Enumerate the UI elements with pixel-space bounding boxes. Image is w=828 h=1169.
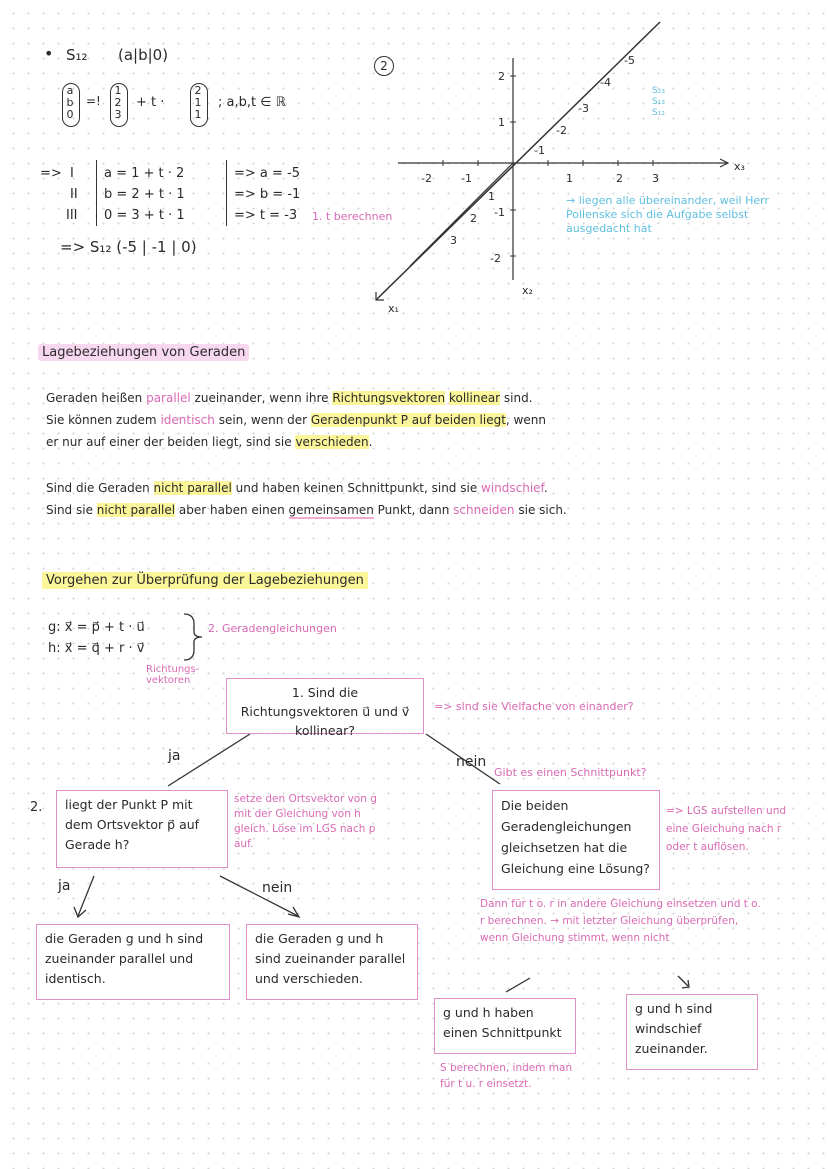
line-tick-label: -3 [578, 102, 589, 115]
diagram-note: → liegen alle übereinander, weil Herr Pollenske sich die Aufgabe selbst ausgedacht hat [566, 194, 769, 235]
row-result: => b = -1 [234, 187, 301, 202]
ja-label: ja [58, 878, 71, 894]
row-result: => a = -5 [234, 166, 301, 181]
legend-item: S₁₃ [652, 97, 665, 107]
lage-line-1: Geraden heißen parallel zueinander, wenn ihre Richtungsvektoren kollinear sind. [46, 391, 533, 405]
tick-x3: 2 [616, 172, 623, 185]
axis-x2-label: x₂ [522, 284, 533, 297]
question-kollinear-note: => sind sie Vielfache von einander? [434, 700, 634, 713]
tick-x3: 3 [652, 172, 659, 185]
vec-a-2: 0 [66, 108, 74, 121]
row-eq: b = 2 + t · 1 [104, 187, 185, 202]
row-eq: a = 1 + t · 2 [104, 166, 185, 181]
vorgehen-heading: Vorgehen zur Überprüfung der Lagebeziehungen [42, 572, 368, 589]
question-schnitt-below: Dann für t o. r in andere Gleichung einsetzen und t o. r berechnen. → mit letzter Gleichung überprüfen, wenn Gleichung stimmt, wenn nicht [480, 898, 761, 944]
question-schnitt-side: => LGS aufstellen und eine Gleichung nach r oder t auflösen. [666, 805, 787, 853]
result-windschief: g und h sind windschief zueinander. [626, 994, 758, 1070]
g-equation: g: x⃗ = p⃗ + t · u⃗ [48, 620, 145, 635]
domain: ; a,b,t ∈ ℝ [218, 95, 286, 110]
point-label: S₁₂ [66, 46, 88, 64]
question-schnitt-note: Gibt es einen Schnittpunkt? [494, 766, 647, 779]
calc-note: 1. t berechnen [312, 210, 393, 223]
line-tick-label: -5 [624, 54, 635, 67]
question-punkt-note: setze den Ortsvektor von g mit der Gleichung von h gleich. Löse im LGS nach p auf. [234, 793, 377, 850]
result-verschieden: die Geraden g und h sind zueinander parallel und verschieden. [246, 924, 418, 1000]
bullet: • [44, 44, 54, 63]
line-tick-label: -4 [600, 76, 611, 89]
vec-p-1: 2 [114, 96, 122, 109]
step-number: 2. [30, 800, 43, 815]
tick-x3: -2 [421, 172, 432, 185]
tick-x3: -1 [461, 172, 472, 185]
row-num: III [66, 208, 78, 223]
vec-d-1: 1 [194, 96, 202, 109]
question-punkt: liegt der Punkt P mit dem Ortsvektor p⃗ auf Gerade h? [56, 790, 228, 868]
legend-item: S₁₂ [652, 108, 665, 118]
lage-line-5: Sind sie nicht parallel aber haben einen gemeinsamen Punkt, dann schneiden sie sich. [46, 503, 567, 517]
equals-sign: =! [86, 94, 101, 108]
tick-x2: 1 [498, 116, 505, 129]
line-tick-label: -2 [556, 124, 567, 137]
ja-label: ja [168, 748, 181, 764]
result-schnittpunkt: g und h haben einen Schnittpunkt [434, 998, 576, 1054]
arrow: => [40, 166, 62, 181]
vec-a-0: a [66, 84, 74, 97]
circle-number: 2 [374, 56, 394, 76]
question-kollinear: 1. Sind die Richtungsvektoren u⃗ und v⃗ kollinear? [226, 678, 424, 734]
question-schnitt: Die beiden Geradengleichungen gleichsetzen hat die Gleichung eine Lösung? [492, 790, 660, 890]
lage-line-2: Sie können zudem identisch sein, wenn der Geradenpunkt P auf beiden liegt, wenn [46, 413, 546, 427]
row-num: I [70, 166, 74, 181]
plus-t: + t · [136, 95, 165, 110]
legend-item: S₂₃ [652, 86, 665, 96]
row-result: => t = -3 [234, 208, 298, 223]
vec-a-1: b [66, 96, 74, 109]
brace-note: 2. Geradengleichungen [208, 622, 337, 635]
vec-d-2: 1 [194, 108, 202, 121]
tick-x2: 2 [498, 70, 505, 83]
tick-x2: -2 [490, 252, 501, 265]
point-coords: (a|b|0) [118, 46, 169, 64]
result-schnittpunkt-note: S berechnen, indem man für t u. r einsetzt. [440, 1062, 573, 1090]
lage-heading: Lagebeziehungen von Geraden [38, 344, 249, 361]
tick-x1: 3 [450, 234, 457, 247]
tick-x1: 2 [470, 212, 477, 225]
nein-label: nein [262, 880, 293, 896]
row-num: II [70, 187, 78, 202]
h-equation: h: x⃗ = q⃗ + r · v⃗ [48, 641, 145, 656]
vec-d-0: 2 [194, 84, 202, 97]
tick-x1: 1 [488, 190, 495, 203]
axis-x3-label: x₃ [734, 160, 745, 173]
result-identisch: die Geraden g und h sind zueinander parallel und identisch. [36, 924, 230, 1000]
rv-note: Richtungs- vektoren [146, 664, 200, 686]
lage-line-4: Sind die Geraden nicht parallel und haben keinen Schnittpunkt, sind sie windschief. [46, 481, 548, 495]
vec-p-2: 3 [114, 108, 122, 121]
vec-p-0: 1 [114, 84, 122, 97]
row-eq: 0 = 3 + t · 1 [104, 208, 185, 223]
line-tick-label: -1 [534, 144, 545, 157]
axis-x1-label: x₁ [388, 302, 399, 315]
tick-x2: -1 [494, 206, 505, 219]
lage-line-3: er nur auf einer der beiden liegt, sind sie verschieden. [46, 435, 373, 449]
result: => S₁₂ (-5 | -1 | 0) [60, 238, 197, 256]
nein-label: nein [456, 754, 487, 770]
tick-x3: 1 [566, 172, 573, 185]
